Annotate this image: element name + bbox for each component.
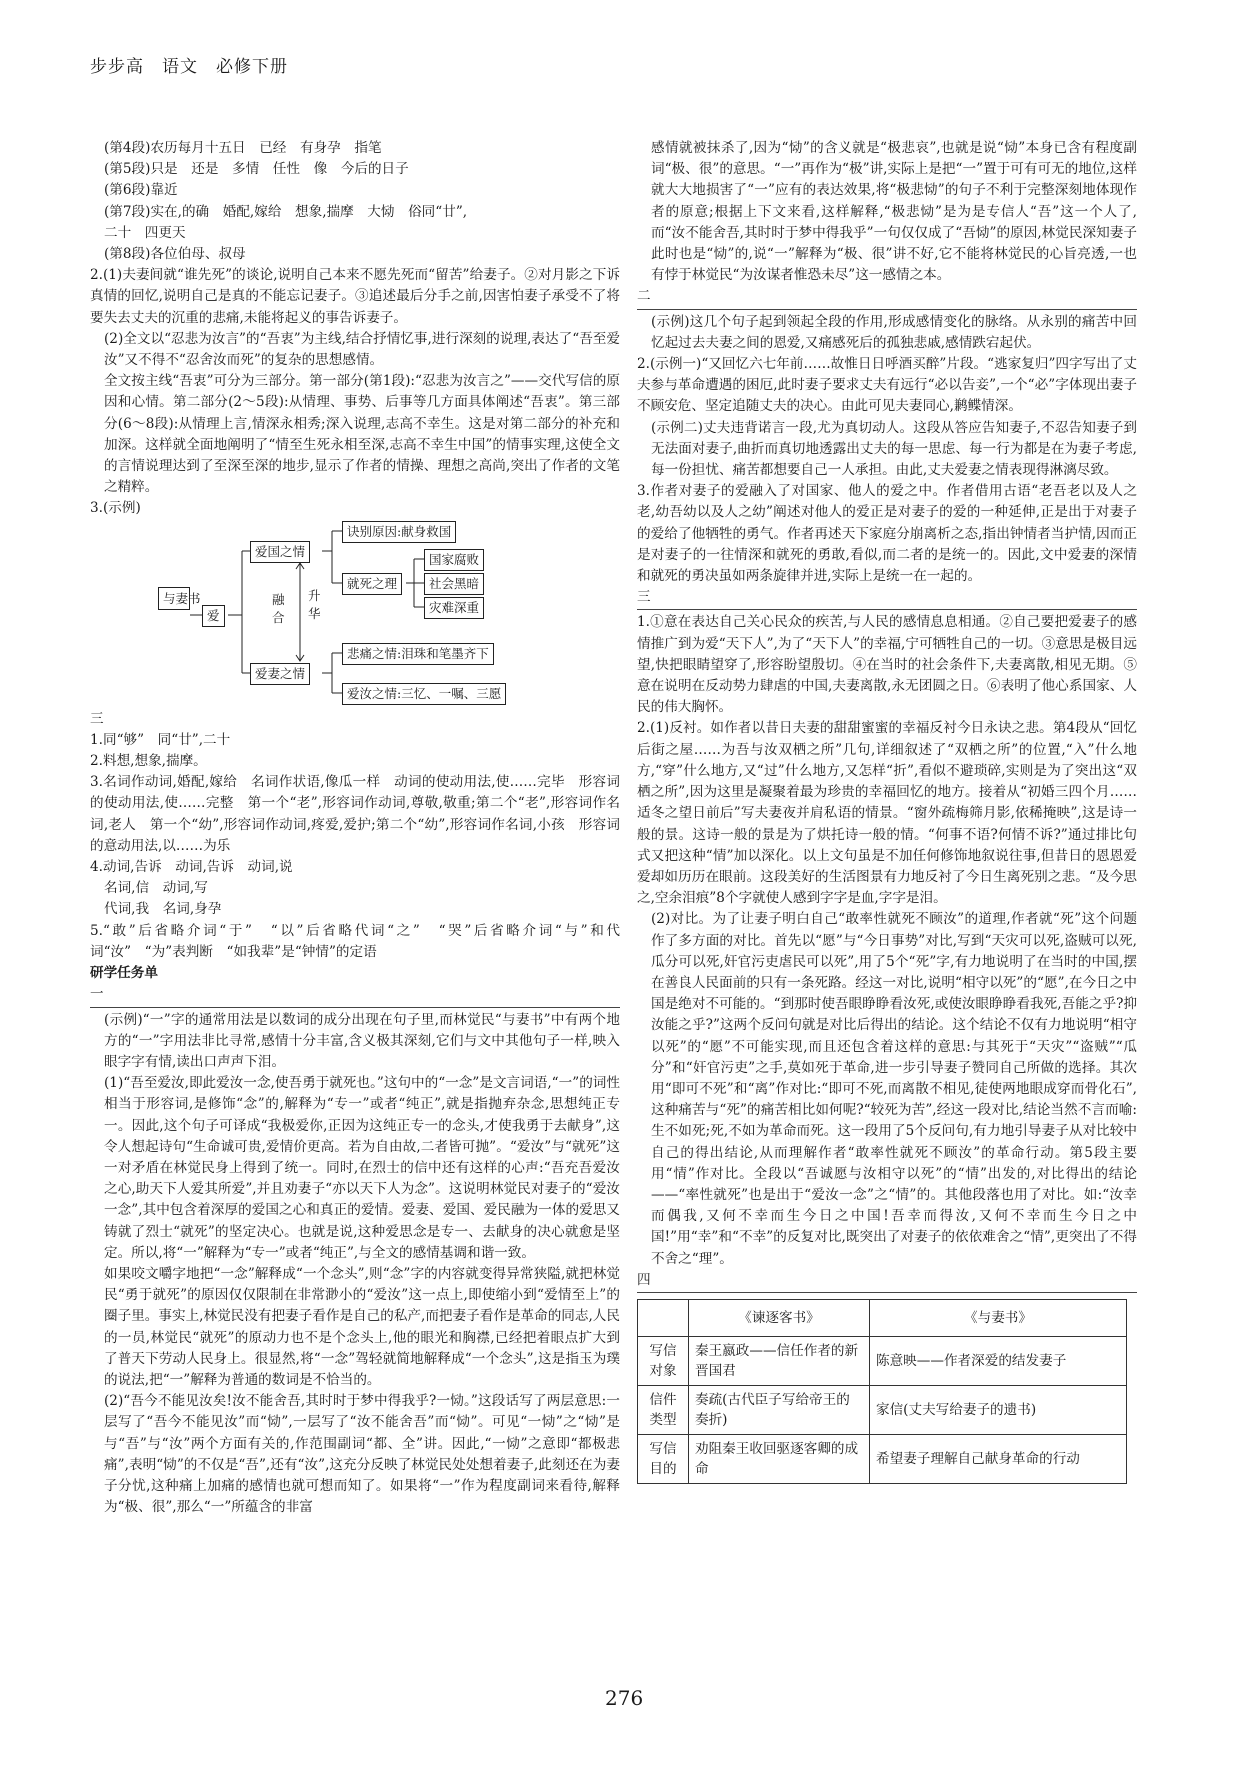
task-paragraph: 如果咬文嚼字地把“一念”解释成“一个念头”,则“念”字的内容就变得异常狭隘,就把林觉民“勇于就死”的原因仅仅限制在非常渺小的“爱汝”这一点上,即使缩小到“爱情至上”的圈子里。事实上,林觉民没有把妻子看作是自己的私产,而把妻子看作是革命的同志,人民的一员,林觉民“就死”的原动力也不是个念头上,他的眼光和胸襟,已经把着眼点扩大到了普天下劳动人民身上。很显然,将“一念”驾轻就简地解释成“一个念头”,这是指玉为璞的说法,把“一”解释为普通的数词是不恰当的。 [104, 1265, 620, 1388]
mind-map-cherish: 爱汝之情:三忆、一嘱、三愿 [342, 683, 506, 705]
table-cell: 希望妻子理解自己献身革命的行动 [870, 1434, 1127, 1483]
mind-map-diagram [150, 523, 570, 705]
section-divider [90, 1007, 620, 1008]
task-paragraph: (示例)这几个句子起到领起全段的作用,形成感情变化的脉络。从永别的痛苦中回忆起过去夫妻之间的恩爱,又痛感死后的孤独悲戚,感情跌宕起伏。 [651, 313, 1137, 351]
mind-map-death: 就死之理 [342, 573, 402, 595]
answer-line: 1.同“够” 同“廿”,二十 [90, 731, 231, 748]
mind-map-root: 与妻书 [158, 587, 190, 610]
section-heading: 三 [90, 710, 104, 727]
table-header-row [638, 1299, 1127, 1336]
table-row [638, 1336, 1127, 1385]
section-heading: 三 [637, 589, 651, 606]
mind-map-d2: 社会黑暗 [424, 573, 484, 595]
section-heading: 一 [90, 986, 104, 1003]
table-cell: 家信(丈夫写给妻子的遗书) [870, 1385, 1127, 1434]
task-paragraph: 3.作者对妻子的爱融入了对国家、他人的爱之中。作者借用古语“老吾老以及人之老,幼吾幼以及人之幼”阐述对他人的爱正是对妻子的爱的一种延伸,正是出于对妻子的爱给了他牺牲的勇气。作者再述天下家庭分崩离析之态,指出钟情者当护情,因而正是对妻子的一往情深和就死的勇敢,看似,而二者的是统一的。因此,文中爱妻的深情和就死的勇决虽如两条旋律并进,实际上是统一在一起的。 [637, 483, 1137, 585]
table-corner [638, 1299, 689, 1336]
answer-line: 名词,信 动词,写 [104, 880, 208, 897]
task-paragraph: (2)“吾今不能见汝矣!汝不能舍吾,其时时于梦中得我乎?一恸。”这段话写了两层意思:一层写了“吾今不能见汝”而“恸”,一层写了“汝不能舍吾”而“恸”。可见“一恸”之“恸”是与“吾”与“汝”两个方面有关的,作范围副词“都、全”讲。因此,“一恸”之意即“都极悲痛”,表明“恸”的不仅是“吾”,还有“汝”,这充分反映了林觉民处处想着妻子,此刻还在为妻子分忧,这种痛上加痛的感情也就可想而知了。如果将“一”作为程度副词来看待,解释为“极、很”,那么“一”所蕴含的非富 [104, 1393, 620, 1516]
answer-line: 3.名词作动词,婚配,嫁给 名词作状语,像瓜一样 动词的使动用法,使……完毕 形容词的使动用法,使……完整 第一个“老”,形容词作动词,尊敬,敬重;第二个“老”,形容词作名词,老人 第一个“幼”,形容词作动词,疼爱,爱护;第二个“幼”,形容词作名词,小孩 形容词的意动用法,以……为乐 [90, 774, 620, 854]
vocab-line: (第8段)各位伯母、叔母 [104, 246, 246, 263]
answer-label: 3.(示例) [90, 500, 141, 517]
section-divider [637, 609, 1137, 610]
mind-map-reason: 诀别原因:献身救国 [342, 521, 456, 543]
table-cell: 陈意映——作者深爱的结发妻子 [870, 1336, 1127, 1385]
page-header: 步步高 语文 必修下册 [90, 57, 288, 77]
table-cell: 奏疏(古代臣子写给帝王的奏折) [689, 1385, 870, 1434]
mind-map-d3: 灾难深重 [424, 597, 484, 619]
comparison-table [637, 1299, 1127, 1484]
mind-map-love: 爱 [202, 605, 225, 627]
section-divider [637, 1292, 1137, 1293]
vocab-line: (第5段)只是 还是 多情 任性 像 今后的日子 [104, 161, 409, 178]
right-column [637, 138, 1137, 1484]
vocab-line: (第4段)农历每月十五日 已经 有身孕 指笔 [104, 140, 382, 156]
answer-line: 代词,我 名词,身孕 [104, 901, 222, 918]
section-heading: 四 [637, 1271, 651, 1288]
task-paragraph: (示例二)丈夫违背诺言一段,尤为真切动人。这段从答应告知妻子,不忍告知妻子到无法面对妻子,曲折而真切地透露出丈夫的每一思虑、每一行为都是在为妻子考虑,每一份担忧、痛苦都想要自己一人承担。由此,丈夫爱妻之情表现得淋漓尽致。 [651, 419, 1137, 479]
task-paragraph: 2.(1)反衬。如作者以昔日夫妻的甜甜蜜蜜的幸福反衬今日永诀之悲。第4段从“回忆后街之屋……为吾与汝双栖之所”几句,详细叙述了“双栖之所”的位置,“入”什么地方,“穿”什么地方,又“过”什么地方,又怎样“折”,看似不避琐碎,实则是为了突出这“双栖之所”,因为这里是凝聚着最为珍贵的幸福回忆的地方。接着从“初婚三四个月……适冬之望日前后”写夫妻夜并肩私语的情景。“窗外疏梅筛月影,依稀掩映”,这是诗一般的景。这诗一般的景是为了烘托诗一般的情。“何事不语?何情不诉?”通过排比句式又把这种“情”加以深化。以上文句虽是不加任何修饰地叙说往事,但昔日的恩恩爱爱却如历历在眼前。这段美好的生活图景有力地反衬了今日生离死别之悲。“及今思之,空余泪痕”8个字就使人感到字字是血,字字是泪。 [637, 720, 1137, 907]
vocab-line: (第7段)实在,的确 婚配,嫁给 想象,揣摩 大恸 俗同“廿”, [104, 203, 468, 220]
answer-paragraph: (2)全文以“忍悲为汝言”的“吾衷”为主线,结合抒情忆事,进行深刻的说理,表达了“吾至爱汝”又不得不“忍舍汝而死”的复杂的思想感情。 [104, 330, 620, 369]
table-row [638, 1385, 1127, 1434]
table-row [638, 1434, 1127, 1483]
task-paragraph: (示例)“一”字的通常用法是以数词的成分出现在句子里,而林觉民“与妻书”中有两个地方的“一”字用法非比寻常,感情十分丰富,含义极其深刻,它们与文中其他句子一样,映入眼字字有情,读出口声声下泪。 [104, 1011, 620, 1070]
task-paragraph: 感情就被抹杀了,因为“恸”的含义就是“极悲哀”,也就是说“恸”本身已含有程度副词“极、很”的意思。“一”再作为“极”讲,实际上是把“一”置于可有可无的地位,这样就大大地损害了“一”应有的表达效果,将“极悲恸”的句子不利于完整深刻地体现作者的原意;根据上下文来看,这样解释,“极悲恸”是为是专信人“吾”这一个人了,而“汝不能舍吾,其时时于梦中得我乎”一句仅仅成了“吾恸”的原因,林觉民深知妻子此时也是“恸”的,说“一”解释为“极、很”讲不好,它不能将林觉民的心旨亮透,一也有悖于林觉民“为汝谋者惟恐未尽”这一感情之本。 [651, 140, 1137, 284]
vocab-line: (第6段)靠近 [104, 182, 178, 199]
answer-paragraph: 2.(1)夫妻间就“谁先死”的谈论,说明自己本来不愿先死而“留苦”给妻子。②对月影之下诉真情的回忆,说明自己是真的不能忘记妻子。③追述最后分手之前,因害怕妻子承受不了将要失去丈夫的沉重的悲痛,未能将起义的事告诉妻子。 [90, 267, 620, 326]
row-header: 写信 目的 [638, 1434, 689, 1483]
table-cell: 秦王嬴政——信任作者的新晋国君 [689, 1336, 870, 1385]
task-paragraph: 2.(示例一)“又回忆六七年前……故惟日日呼酒买醉”片段。“逃家复归”四字写出了丈夫参与革命遭遇的困厄,此时妻子要求丈夫有远行“必以告妾”,一个“必”字体现出妻子不顾安危、坚定追随丈夫的决心。由此可见夫妻同心,鹣鲽情深。 [637, 356, 1137, 415]
mind-map-fusion-label: 融 合 [272, 591, 285, 625]
table-cell: 劝阻秦王收回驱逐客卿的成命 [689, 1434, 870, 1483]
answer-line: 4.动词,告诉 动词,告诉 动词,说 [90, 859, 293, 876]
answer-line: 5.“敢”后省略介词“于” “以”后省略代词“之” “哭”后省略介词“与”和代词“汝” “为”表判断 “如我辈”是“钟情”的定语 [90, 922, 620, 960]
answer-line: 2.料想,想象,揣摩。 [90, 753, 207, 770]
mind-map-d1: 国家腐败 [424, 549, 484, 571]
row-header: 写信 对象 [638, 1336, 689, 1385]
left-column [90, 138, 620, 1518]
mind-map-grief: 悲痛之情:泪珠和笔墨齐下 [342, 643, 494, 665]
mind-map-spouse: 爱妻之情 [250, 663, 310, 685]
task-list-title: 研学任务单 [90, 965, 158, 982]
answer-paragraph: 全文按主线“吾衷”可分为三部分。第一部分(第1段):“忍悲为汝言之”——交代写信的原因和心情。第二部分(2～5段):从情理、事势、后事等几方面具体阐述“吾衷”。第三部分(6～8段):从情理上言,情深永相秀;深入说理,志高不幸生。这是对第二部分的补充和加深。这样就全面地阐明了“情至生死永相至深,志高不幸生中国”的情事实理,这使全文的言情说理达到了至深至深的地步,显示了作者的情操、理想之高尚,突出了作者的文笔之精粹。 [104, 373, 620, 496]
task-paragraph: (2)对比。为了让妻子明白自己“敢率性就死不顾汝”的道理,作者就“死”这个问题作了多方面的对比。首先以“愿”与“今日事势”对比,写到“天灾可以死,盗贼可以死,瓜分可以死,奸官污吏虐民可以死”,用了5个“死”字,有力地说明了在当时的中国,摆在善良人民面前的只有一条死路。经这一对比,说明“相守以死”的“愿”,在今日之中国是绝对不可能的。“到那时使吾眼睁睁看汝死,或使汝眼睁睁看我死,吾能之乎?抑汝能之乎?”这两个反问句就是对比后得出的结论。这个结论不仅有力地说明“相守以死”的“愿”不可能实现,而且还包含着这样的意思:与其死于“天灾”“盗贼”“瓜分”和“奸官污吏”之手,莫如死于革命,进一步引导妻子赞同自己所做的选择。其次用“即可不死”和“离”作对比:“即可不死,而离散不相见,徒使两地眼成穿而骨化石”,这种痛苦与“死”的痛苦相比如何呢?“较死为苦”,经这一段对比,结论当然不言而喻:生不如死;死,不如为革命而死。这一段用了5个反问句,有力地引导妻子从对比较中自己的得出结论,从而理解作者“敢率性就死不顾汝”的革命行动。第5段主要用“情”作对比。全段以“吾诚愿与汝相守以死”的“情”出发的,对比得出的结论——“率性就死”也是出于“爱汝一念”之“情”的。其他段落也用了对比。如:“汝幸而偶我,又何不幸而生今日之中国!吾幸而得汝,又何不幸而生今日之中国!”用“幸”和“不幸”的反复对比,既突出了对妻子的依依难舍之“情”,更突出了不得不舍之“理”。 [651, 911, 1137, 1267]
page-number: 276 [605, 1686, 644, 1710]
mind-map-rise-label: 升 华 [308, 587, 321, 621]
section-heading: 二 [637, 288, 651, 305]
table-header: 《与妻书》 [870, 1299, 1127, 1336]
table-header: 《谏逐客书》 [689, 1299, 870, 1336]
task-paragraph: (1)“吾至爱汝,即此爱汝一念,使吾勇于就死也。”这句中的“一念”是文言词语,“一”的词性相当于形容词,是修饰“念”的,解释为“专一”或者“纯正”,就是指抛弃杂念,思想纯正专一。因此,这个句子可译成“我极爱你,正因为这纯正专一的念头,才使我勇于去献身”,这令人想起诗句“生命诚可贵,爱情价更高。若为自由故,二者皆可抛”。“爱汝”与“就死”这一对矛盾在林觉民身上得到了统一。同时,在烈士的信中还有这样的心声:“吾充吾爱汝之心,助天下人爱其所爱”,并且劝妻子“亦以天下人为念”。这说明林觉民对妻子的“爱汝一念”,其中包含着深厚的爱国之心和真正的爱情。爱妻、爱国、爱民融为一体的爱思又铸就了烈士“就死”的坚定决心。也就是说,这种爱思念是专一、去献身的决心就愈是坚定。所以,将“一”解释为“专一”或者“纯正”,与全文的感情基调和谐一致。 [104, 1075, 620, 1261]
section-divider [637, 309, 1137, 310]
mind-map-patriot: 爱国之情 [250, 541, 310, 563]
task-paragraph: 1.①意在表达自己关心民众的疾苦,与人民的感情息息相通。②自己要把爱妻子的感情推广到为爱“天下人”,为了“天下人”的幸福,宁可牺牲自己的一切。③意思是极目远望,快把眼睛望穿了,形容盼望殷切。④在当时的社会条件下,夫妻离散,相见无期。⑤意在说明在反动势力肆虐的中国,夫妻离散,永无团圆之日。⑥表明了他心系国家、人民的伟大胸怀。 [637, 614, 1137, 716]
row-header: 信件 类型 [638, 1385, 689, 1434]
vocab-line: 二十 四更天 [104, 224, 186, 241]
